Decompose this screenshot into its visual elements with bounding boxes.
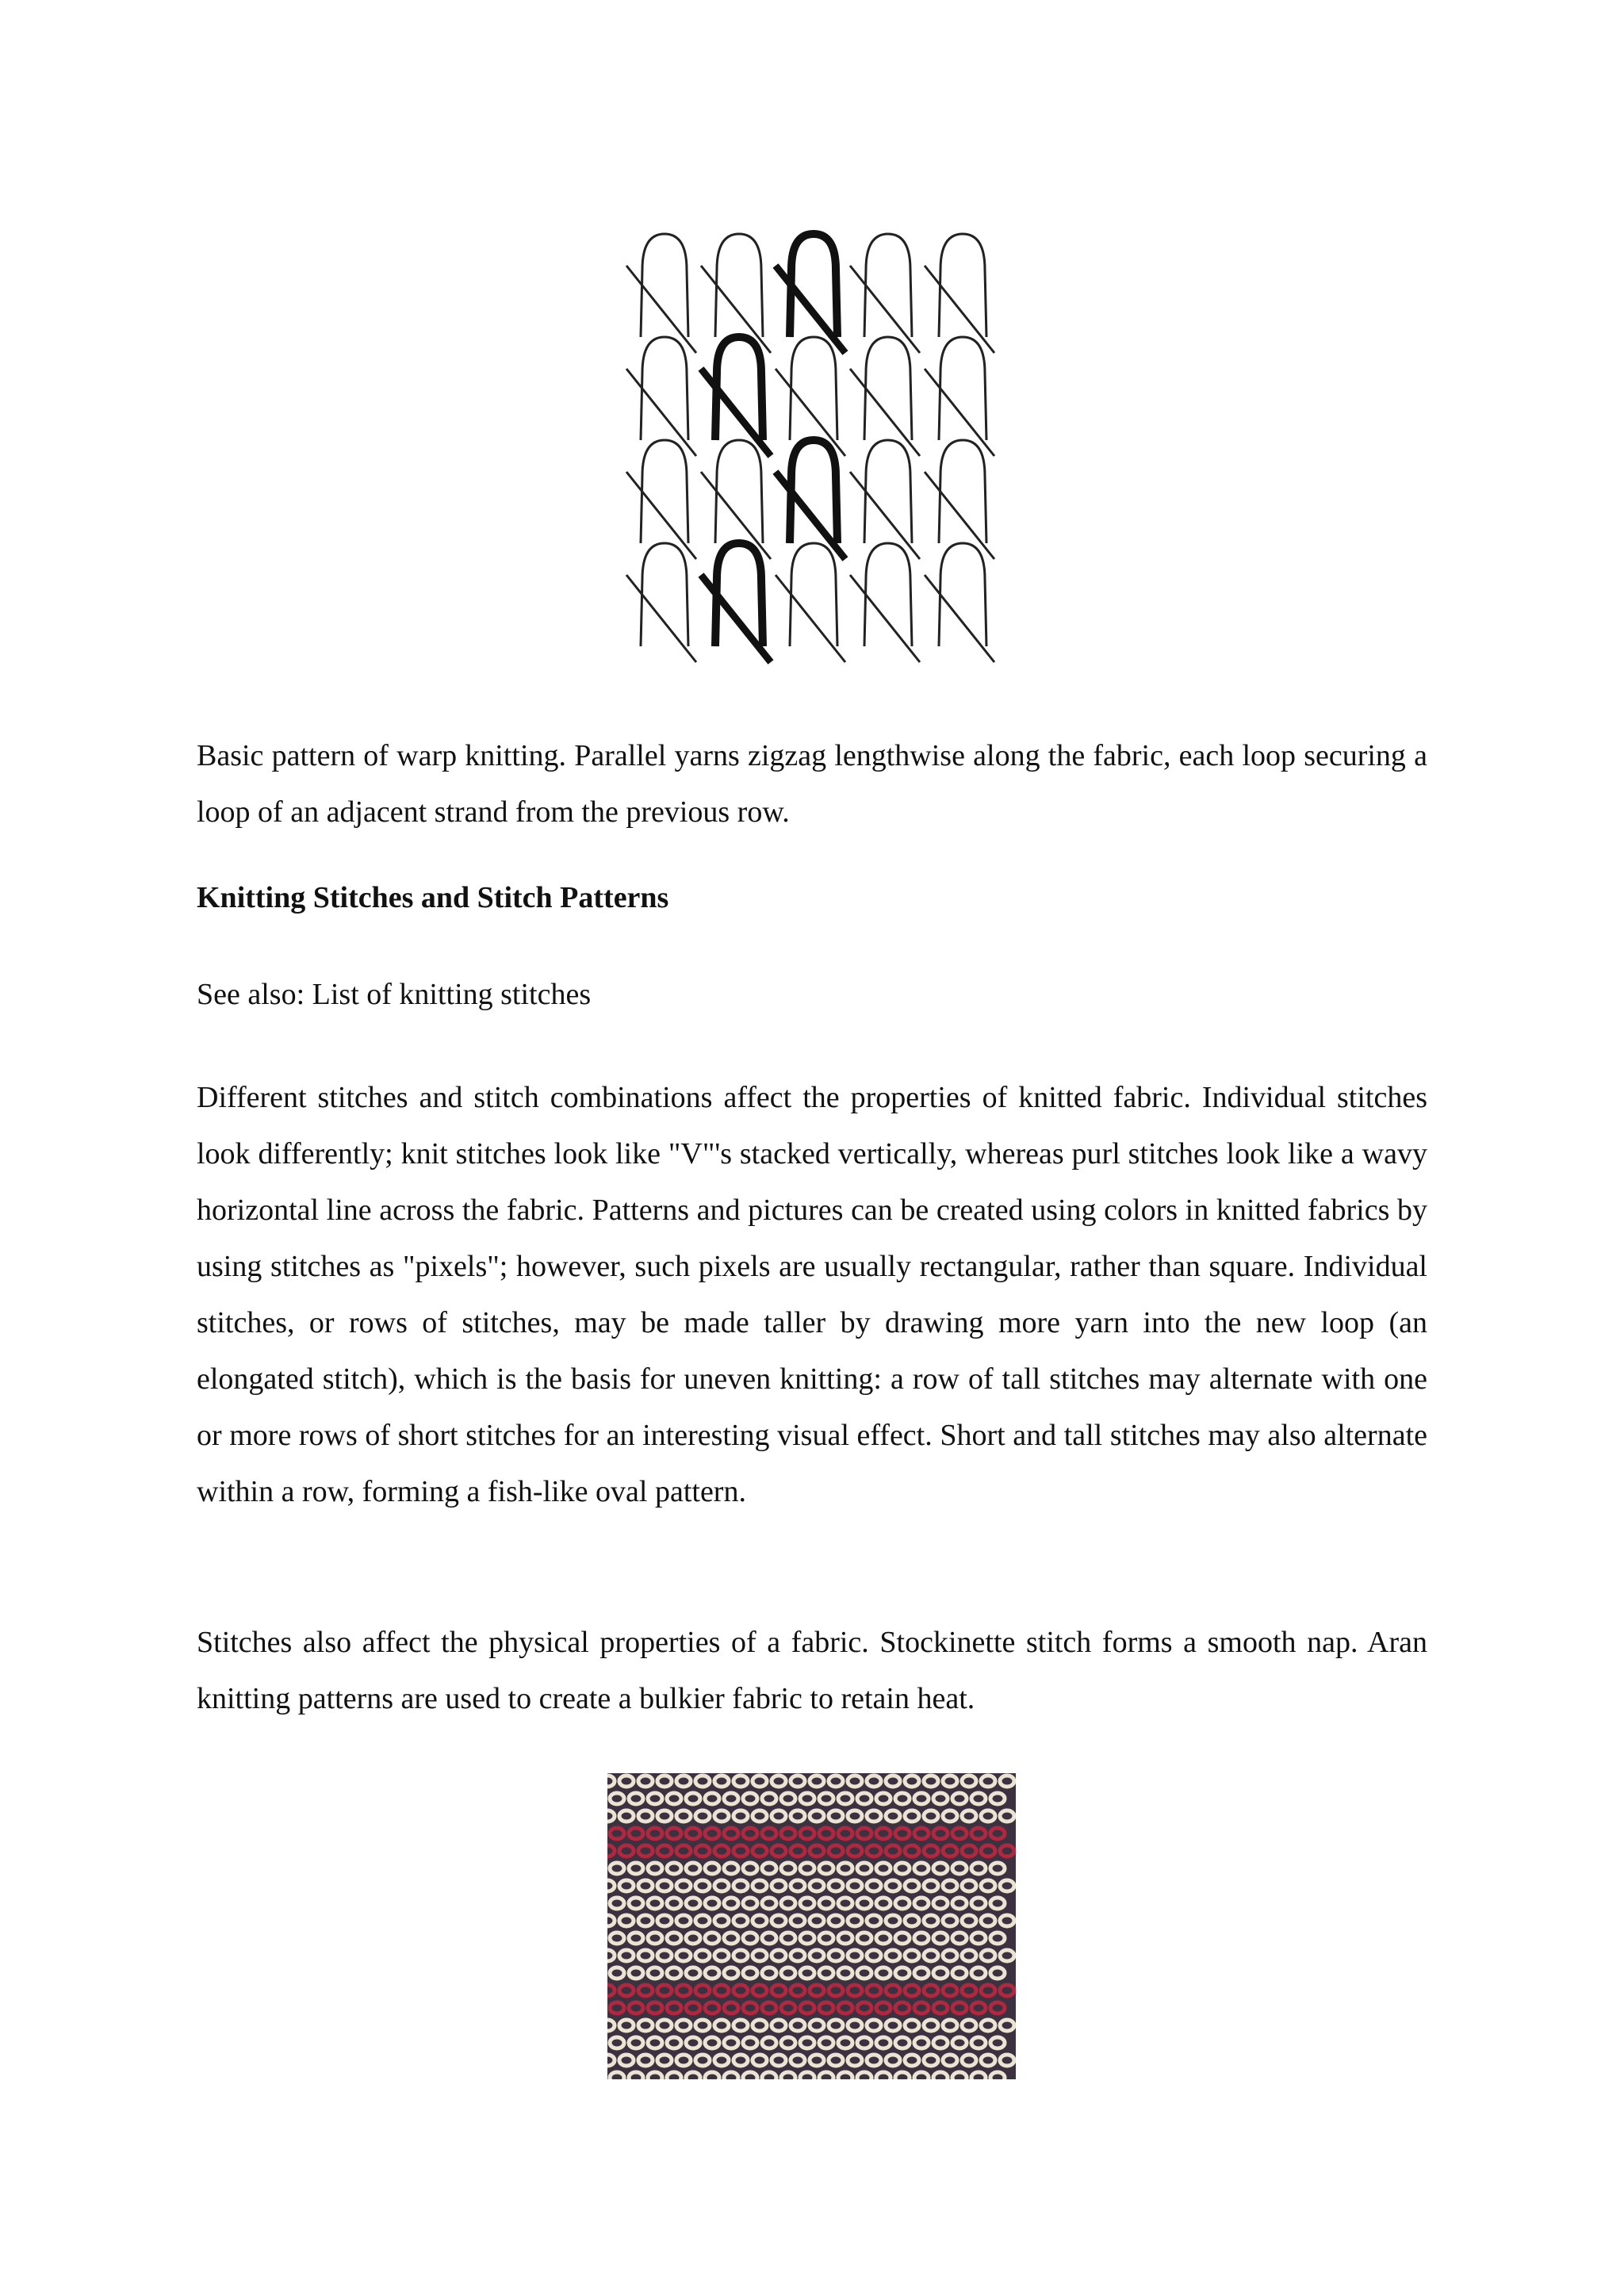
knitted-fabric-photo-icon <box>607 1773 1016 2079</box>
knit-loop <box>790 440 837 543</box>
section-heading: Knitting Stitches and Stitch Patterns <box>197 881 669 914</box>
knit-loop <box>790 234 837 337</box>
see-also-line: See also: List of knitting stitches <box>197 978 592 1011</box>
warp-knitting-diagram-icon <box>603 214 1005 718</box>
knit-loop <box>939 543 986 646</box>
knit-loop <box>641 543 688 646</box>
knit-loop <box>939 234 986 337</box>
knit-loop <box>715 337 763 440</box>
knit-loop <box>939 337 986 440</box>
body-paragraph-1: Different stitches and stitch combinations affect the properties of knitted fabric. Individual stitches look differently; knit stitches look like "V"'s stacked vertically, whereas purl stitches look like a wavy horizontal line across the fabric. Patterns and pictures can be created using colors in knitted fabrics by using stitches as "pixels"; however, such pixels are usually rectangular, rather than square. Individual stitches, or rows of stitches, may be made taller by drawing more yarn into the new loop (an elongated stitch), which is the basis for uneven knitting: a row of tall stitches may alternate with one or more rows of short stitches for an interesting visual effect. Short and tall stitches may also alternate within a row, forming a fish-like oval pattern. <box>197 1081 1427 1508</box>
knit-loop <box>864 337 912 440</box>
knit-loop <box>790 337 837 440</box>
knit-loop <box>715 234 763 337</box>
body-paragraph-2: Stitches also affect the physical properties of a fabric. Stockinette stitch forms a smooth nap. Aran knitting patterns are used to create a bulkier fabric to retain heat. <box>197 1626 1427 1715</box>
knit-loop <box>715 440 763 543</box>
knit-loop <box>641 440 688 543</box>
knit-loop <box>864 543 912 646</box>
knit-loop <box>864 234 912 337</box>
knit-loop <box>715 543 763 646</box>
figure-caption: Basic pattern of warp knitting. Parallel yarns zigzag lengthwise along the fabric, each loop securing a loop of an adjacent strand from the previous row. <box>197 739 1427 829</box>
knit-loop <box>641 337 688 440</box>
knit-loop <box>864 440 912 543</box>
knit-loop <box>939 440 986 543</box>
knit-loop <box>641 234 688 337</box>
knit-loop <box>790 543 837 646</box>
